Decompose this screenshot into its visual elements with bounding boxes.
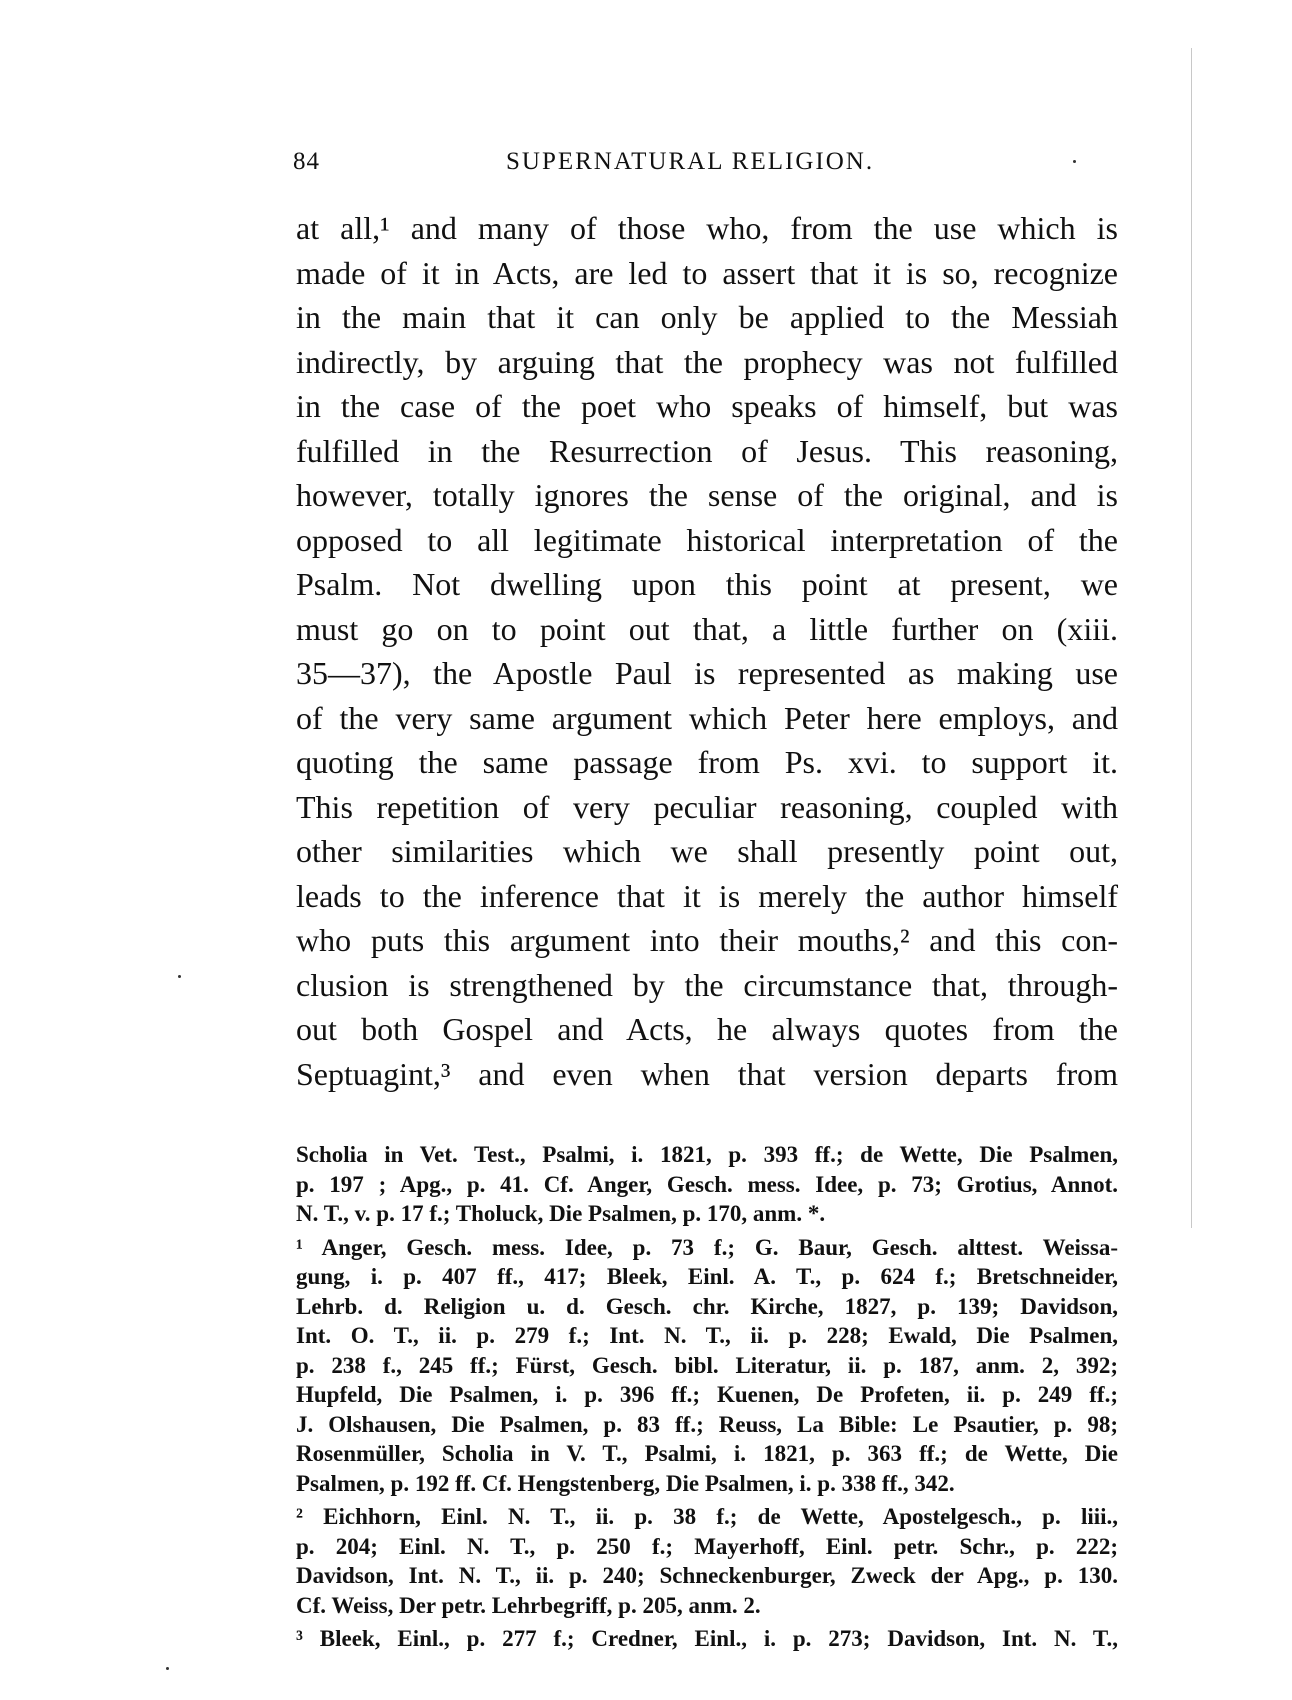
- footnote-continued: [296, 1140, 1118, 1229]
- running-title: SUPERNATURAL RELIGION.: [506, 148, 875, 175]
- body-line: however, totally ignores the sense of the original, and is: [296, 477, 1118, 513]
- footnote-line: ³ Bleek, Einl., p. 277 f.; Credner, Einl., i. p. 273; Davidson, Int. N. T.,: [296, 1626, 1118, 1651]
- body-line: indirectly, by arguing that the prophecy was not fulfilled: [296, 343, 1118, 380]
- body-line: at all,¹ and many of those who, from the use which is: [296, 210, 1118, 246]
- footnotes: [296, 1140, 1118, 1654]
- body-line: fulfilled in the Resurrection of Jesus. This reasoning,: [296, 432, 1118, 469]
- body-text: [296, 206, 1118, 1096]
- footnote-line: Psalmen, p. 192 ff. Cf. Hengstenberg, Die Psalmen, i. p. 338 ff., 342.: [296, 1470, 955, 1496]
- footnote-line: p. 238 f., 245 ff.; Fürst, Gesch. bibl. Literatur, ii. p. 187, anm. 2, 392;: [296, 1352, 1118, 1378]
- body-line: 35—37), the Apostle Paul is represented as making use: [296, 655, 1118, 691]
- footnote-line: gung, i. p. 407 ff., 417; Bleek, Einl. A. T., p. 624 f.; Bretschneider,: [296, 1264, 1118, 1289]
- body-line: other similarities which we shall presently point out,: [296, 833, 1118, 869]
- body-line: out both Gospel and Acts, he always quotes from the: [296, 1011, 1118, 1047]
- body-line: quoting the same passage from Ps. xvi. to support it.: [296, 744, 1118, 780]
- footnote-line: Rosenmüller, Scholia in V. T., Psalmi, i. 1821, p. 363 ff.; de Wette, Die: [296, 1441, 1118, 1466]
- footnote-line: N. T., v. p. 17 f.; Tholuck, Die Psalmen, p. 170, anm. *.: [296, 1201, 826, 1226]
- body-line: opposed to all legitimate historical interpretation of the: [296, 521, 1118, 558]
- body-line: in the case of the poet who speaks of himself, but was: [296, 388, 1118, 424]
- footnote-line: Davidson, Int. N. T., ii. p. 240; Schneckenburger, Zweck der Apg., p. 130.: [296, 1563, 1118, 1588]
- scan-speck: [166, 1667, 169, 1670]
- body-line: who puts this argument into their mouths,² and this con-: [296, 922, 1118, 958]
- footnote-line: Int. O. T., ii. p. 279 f.; Int. N. T., ii. p. 228; Ewald, Die Psalmen,: [296, 1323, 1118, 1348]
- footnote-line: ¹ Anger, Gesch. mess. Idee, p. 73 f.; G. Baur, Gesch. alttest. Weissa-: [296, 1234, 1118, 1260]
- footnote-line: p. 204; Einl. N. T., p. 250 f.; Mayerhoff, Einl. petr. Schr., p. 222;: [296, 1533, 1118, 1559]
- page-header: [293, 148, 1115, 178]
- body-line: in the main that it can only be applied to the Messiah: [296, 299, 1118, 335]
- footnote-line: Lehrb. d. Religion u. d. Gesch. chr. Kirche, 1827, p. 139; Davidson,: [296, 1293, 1118, 1319]
- body-line: of the very same argument which Peter here employs, and: [296, 699, 1118, 736]
- footnote-line: Hupfeld, Die Psalmen, i. p. 396 ff.; Kuenen, De Profeten, ii. p. 249 ff.;: [296, 1382, 1118, 1407]
- footnote-line: J. Olshausen, Die Psalmen, p. 83 ff.; Reuss, La Bible: Le Psautier, p. 98;: [296, 1411, 1118, 1437]
- footnote-2: [296, 1502, 1118, 1620]
- footnote-line: Cf. Weiss, Der petr. Lehrbegriff, p. 205, anm. 2.: [296, 1592, 761, 1618]
- body-line: This repetition of very peculiar reasoning, coupled with: [296, 788, 1118, 825]
- footnote-line: ² Eichhorn, Einl. N. T., ii. p. 38 f.; de Wette, Apostelgesch., p. liii.,: [296, 1504, 1118, 1529]
- footnote-3: [296, 1624, 1118, 1654]
- body-line: leads to the inference that it is merely the author himself: [296, 877, 1118, 914]
- scan-speck: [178, 975, 181, 978]
- body-line: must go on to point out that, a little further on (xiii.: [296, 610, 1118, 647]
- page-number: 84: [293, 148, 320, 175]
- footnote-1: [296, 1233, 1118, 1499]
- body-line: Septuagint,³ and even when that version departs from: [296, 1055, 1118, 1092]
- footnote-line: p. 197 ; Apg., p. 41. Cf. Anger, Gesch. mess. Idee, p. 73; Grotius, Annot.: [296, 1171, 1118, 1197]
- body-line: Psalm. Not dwelling upon this point at present, we: [296, 566, 1118, 602]
- page-edge-line: [1191, 48, 1192, 1228]
- footnote-line: Scholia in Vet. Test., Psalmi, i. 1821, p. 393 ff.; de Wette, Die Psalmen,: [296, 1142, 1118, 1167]
- body-line: clusion is strengthened by the circumstance that, through-: [296, 966, 1118, 1003]
- body-line: made of it in Acts, are led to assert that it is so, recognize: [296, 254, 1118, 291]
